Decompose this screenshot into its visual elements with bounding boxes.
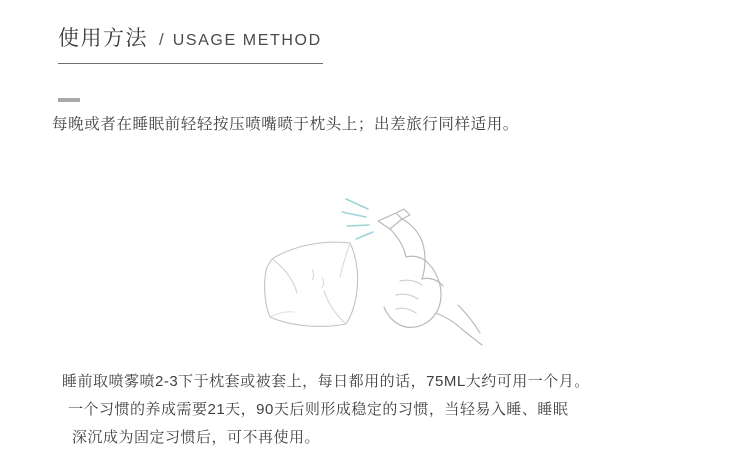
intro-text: 每晚或者在睡眠前轻轻按压喷嘴喷于枕头上；出差旅行同样适用。 — [52, 116, 519, 133]
hand-spraying-pillow-illustration — [250, 185, 500, 350]
paragraph-line-3: 深沉成为固定习惯后，可不再使用。 — [72, 429, 321, 446]
accent-dash — [58, 98, 80, 102]
page-title-cn: 使用方法 — [58, 27, 148, 50]
page-title — [58, 22, 322, 52]
paragraph-line-2: 一个习惯的养成需要21天，90天后则形成稳定的习惯，当轻易入睡、睡眠 — [68, 401, 569, 418]
page-title-en: USAGE METHOD — [172, 32, 322, 49]
usage-detail-paragraph — [62, 368, 702, 452]
title-separator: / — [159, 30, 164, 49]
paragraph-line-1: 睡前取喷雾喷2-3下于枕套或被套上，每日都用的话，75ML大约可用一个月。 — [62, 373, 590, 390]
title-underline-divider — [58, 63, 323, 64]
